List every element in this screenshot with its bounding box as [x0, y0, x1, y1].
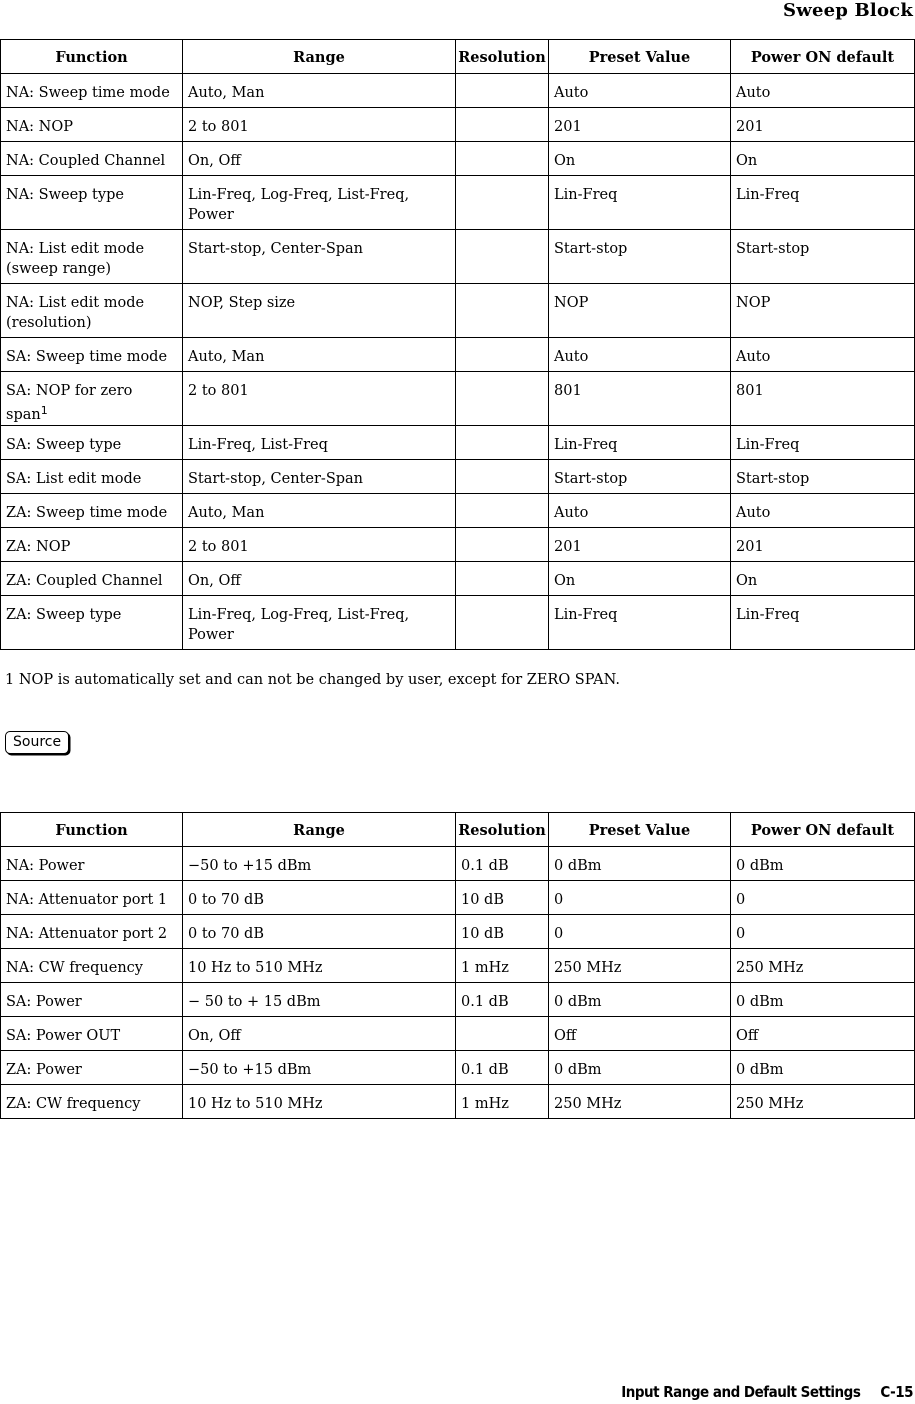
column-header-power-on-default: Power ON default: [731, 813, 915, 847]
cell-function: NA: Attenuator port 2: [1, 915, 183, 949]
cell-function: NA: Attenuator port 1: [1, 881, 183, 915]
cell-preset-value: On: [549, 142, 731, 176]
cell-resolution: 10 dB: [456, 915, 549, 949]
column-header-function: Function: [1, 813, 183, 847]
cell-power-on-default: On: [731, 562, 915, 596]
cell-resolution: [456, 426, 549, 460]
cell-function: ZA: Coupled Channel: [1, 562, 183, 596]
table-row: [1, 596, 915, 650]
cell-power-on-default: 250 MHz: [731, 1085, 915, 1119]
table-row: [1, 949, 915, 983]
table-row: [1, 983, 915, 1017]
cell-power-on-default: 250 MHz: [731, 949, 915, 983]
cell-resolution: [456, 1017, 549, 1051]
cell-resolution: [456, 372, 549, 426]
page-number: C-15: [880, 1383, 913, 1401]
cell-preset-value: 0 dBm: [549, 847, 731, 881]
table-row: [1, 426, 915, 460]
cell-range: Lin-Freq, Log-Freq, List-Freq, Power: [183, 176, 456, 230]
table-row: [1, 108, 915, 142]
cell-power-on-default: Lin-Freq: [731, 426, 915, 460]
cell-preset-value: 201: [549, 108, 731, 142]
cell-resolution: [456, 284, 549, 338]
table-row: [1, 1051, 915, 1085]
cell-preset-value: NOP: [549, 284, 731, 338]
cell-power-on-default: Auto: [731, 74, 915, 108]
column-header-resolution: Resolution: [456, 40, 549, 74]
cell-range: 2 to 801: [183, 372, 456, 426]
cell-preset-value: Lin-Freq: [549, 176, 731, 230]
cell-range: −50 to +15 dBm: [183, 1051, 456, 1085]
cell-preset-value: 0 dBm: [549, 983, 731, 1017]
table-row: [1, 142, 915, 176]
cell-range: Auto, Man: [183, 74, 456, 108]
table-row: [1, 460, 915, 494]
cell-function: NA: List edit mode (sweep range): [1, 230, 183, 284]
cell-function: ZA: Power: [1, 1051, 183, 1085]
cell-preset-value: On: [549, 562, 731, 596]
table-header-row: [1, 813, 915, 847]
cell-resolution: [456, 108, 549, 142]
cell-power-on-default: NOP: [731, 284, 915, 338]
cell-range: 10 Hz to 510 MHz: [183, 1085, 456, 1119]
cell-resolution: [456, 230, 549, 284]
cell-range: Start-stop, Center-Span: [183, 460, 456, 494]
cell-function-text: SA: NOP for zero span: [6, 383, 133, 423]
cell-function: NA: Power: [1, 847, 183, 881]
cell-resolution: [456, 494, 549, 528]
cell-resolution: [456, 176, 549, 230]
table-row: [1, 915, 915, 949]
cell-resolution: [456, 338, 549, 372]
cell-range: On, Off: [183, 142, 456, 176]
cell-range: Auto, Man: [183, 338, 456, 372]
cell-preset-value: Lin-Freq: [549, 426, 731, 460]
cell-resolution: [456, 528, 549, 562]
source-table: [0, 812, 915, 1119]
cell-power-on-default: 0: [731, 881, 915, 915]
cell-resolution: 1 mHz: [456, 1085, 549, 1119]
cell-power-on-default: Start-stop: [731, 230, 915, 284]
cell-range: 10 Hz to 510 MHz: [183, 949, 456, 983]
cell-preset-value: Auto: [549, 74, 731, 108]
cell-function: SA: Sweep type: [1, 426, 183, 460]
cell-range: On, Off: [183, 562, 456, 596]
footer-title: Input Range and Default Settings: [621, 1383, 861, 1401]
cell-function: ZA: Sweep time mode: [1, 494, 183, 528]
table-row: [1, 338, 915, 372]
table-row: [1, 562, 915, 596]
cell-function: SA: List edit mode: [1, 460, 183, 494]
cell-function: ZA: Sweep type: [1, 596, 183, 650]
cell-range: Lin-Freq, List-Freq: [183, 426, 456, 460]
cell-resolution: [456, 596, 549, 650]
cell-preset-value: 0: [549, 881, 731, 915]
cell-range: Auto, Man: [183, 494, 456, 528]
cell-resolution: 10 dB: [456, 881, 549, 915]
cell-function: ZA: CW frequency: [1, 1085, 183, 1119]
table-row: [1, 847, 915, 881]
cell-power-on-default: Auto: [731, 338, 915, 372]
column-header-range: Range: [183, 40, 456, 74]
cell-range: −50 to +15 dBm: [183, 847, 456, 881]
column-header-preset-value: Preset Value: [549, 813, 731, 847]
table-row: [1, 881, 915, 915]
table-row: [1, 372, 915, 426]
cell-range: Start-stop, Center-Span: [183, 230, 456, 284]
cell-preset-value: 250 MHz: [549, 949, 731, 983]
cell-preset-value: Start-stop: [549, 230, 731, 284]
cell-function: ZA: NOP: [1, 528, 183, 562]
cell-range: 2 to 801: [183, 528, 456, 562]
table-row: [1, 176, 915, 230]
cell-function: NA: NOP: [1, 108, 183, 142]
cell-resolution: 0.1 dB: [456, 847, 549, 881]
footnote-marker: 1: [40, 404, 48, 417]
cell-resolution: [456, 460, 549, 494]
cell-power-on-default: Lin-Freq: [731, 596, 915, 650]
cell-power-on-default: 801: [731, 372, 915, 426]
cell-range: 2 to 801: [183, 108, 456, 142]
table-row: [1, 74, 915, 108]
page-footer: [621, 1383, 913, 1401]
table-row: [1, 1085, 915, 1119]
cell-function: SA: Power OUT: [1, 1017, 183, 1051]
table-row: [1, 1017, 915, 1051]
cell-power-on-default: On: [731, 142, 915, 176]
cell-power-on-default: 0 dBm: [731, 983, 915, 1017]
cell-preset-value: 250 MHz: [549, 1085, 731, 1119]
cell-range: Lin-Freq, Log-Freq, List-Freq, Power: [183, 596, 456, 650]
cell-function: SA: Sweep time mode: [1, 338, 183, 372]
table-row: [1, 230, 915, 284]
cell-range: 0 to 70 dB: [183, 881, 456, 915]
cell-function: [1, 372, 183, 426]
cell-preset-value: 0: [549, 915, 731, 949]
cell-preset-value: 801: [549, 372, 731, 426]
cell-power-on-default: Start-stop: [731, 460, 915, 494]
cell-power-on-default: 201: [731, 528, 915, 562]
cell-preset-value: Off: [549, 1017, 731, 1051]
cell-resolution: 0.1 dB: [456, 1051, 549, 1085]
cell-power-on-default: Lin-Freq: [731, 176, 915, 230]
cell-preset-value: Auto: [549, 494, 731, 528]
cell-preset-value: Start-stop: [549, 460, 731, 494]
column-header-preset-value: Preset Value: [549, 40, 731, 74]
footnote: 1 NOP is automatically set and can not be changed by user, except for ZERO SPAN.: [5, 672, 621, 688]
cell-power-on-default: 0: [731, 915, 915, 949]
cell-preset-value: Lin-Freq: [549, 596, 731, 650]
cell-function: NA: List edit mode (resolution): [1, 284, 183, 338]
cell-range: − 50 to + 15 dBm: [183, 983, 456, 1017]
cell-preset-value: 0 dBm: [549, 1051, 731, 1085]
cell-range: On, Off: [183, 1017, 456, 1051]
column-header-function: Function: [1, 40, 183, 74]
cell-power-on-default: 201: [731, 108, 915, 142]
table-row: [1, 528, 915, 562]
cell-power-on-default: Off: [731, 1017, 915, 1051]
cell-resolution: [456, 74, 549, 108]
cell-resolution: 1 mHz: [456, 949, 549, 983]
column-header-resolution: Resolution: [456, 813, 549, 847]
cell-function: NA: Sweep type: [1, 176, 183, 230]
section-heading: Sweep Block: [783, 0, 913, 21]
cell-range: 0 to 70 dB: [183, 915, 456, 949]
table-row: [1, 284, 915, 338]
cell-resolution: 0.1 dB: [456, 983, 549, 1017]
cell-power-on-default: 0 dBm: [731, 847, 915, 881]
table-header-row: [1, 40, 915, 74]
cell-resolution: [456, 142, 549, 176]
cell-function: SA: Power: [1, 983, 183, 1017]
cell-range: NOP, Step size: [183, 284, 456, 338]
table-row: [1, 494, 915, 528]
cell-resolution: [456, 562, 549, 596]
source-key-label: Source: [5, 731, 69, 754]
cell-preset-value: 201: [549, 528, 731, 562]
column-header-range: Range: [183, 813, 456, 847]
cell-function: NA: CW frequency: [1, 949, 183, 983]
cell-power-on-default: Auto: [731, 494, 915, 528]
column-header-power-on-default: Power ON default: [731, 40, 915, 74]
cell-function: NA: Sweep time mode: [1, 74, 183, 108]
cell-power-on-default: 0 dBm: [731, 1051, 915, 1085]
cell-function: NA: Coupled Channel: [1, 142, 183, 176]
cell-preset-value: Auto: [549, 338, 731, 372]
sweep-block-table: [0, 39, 915, 650]
